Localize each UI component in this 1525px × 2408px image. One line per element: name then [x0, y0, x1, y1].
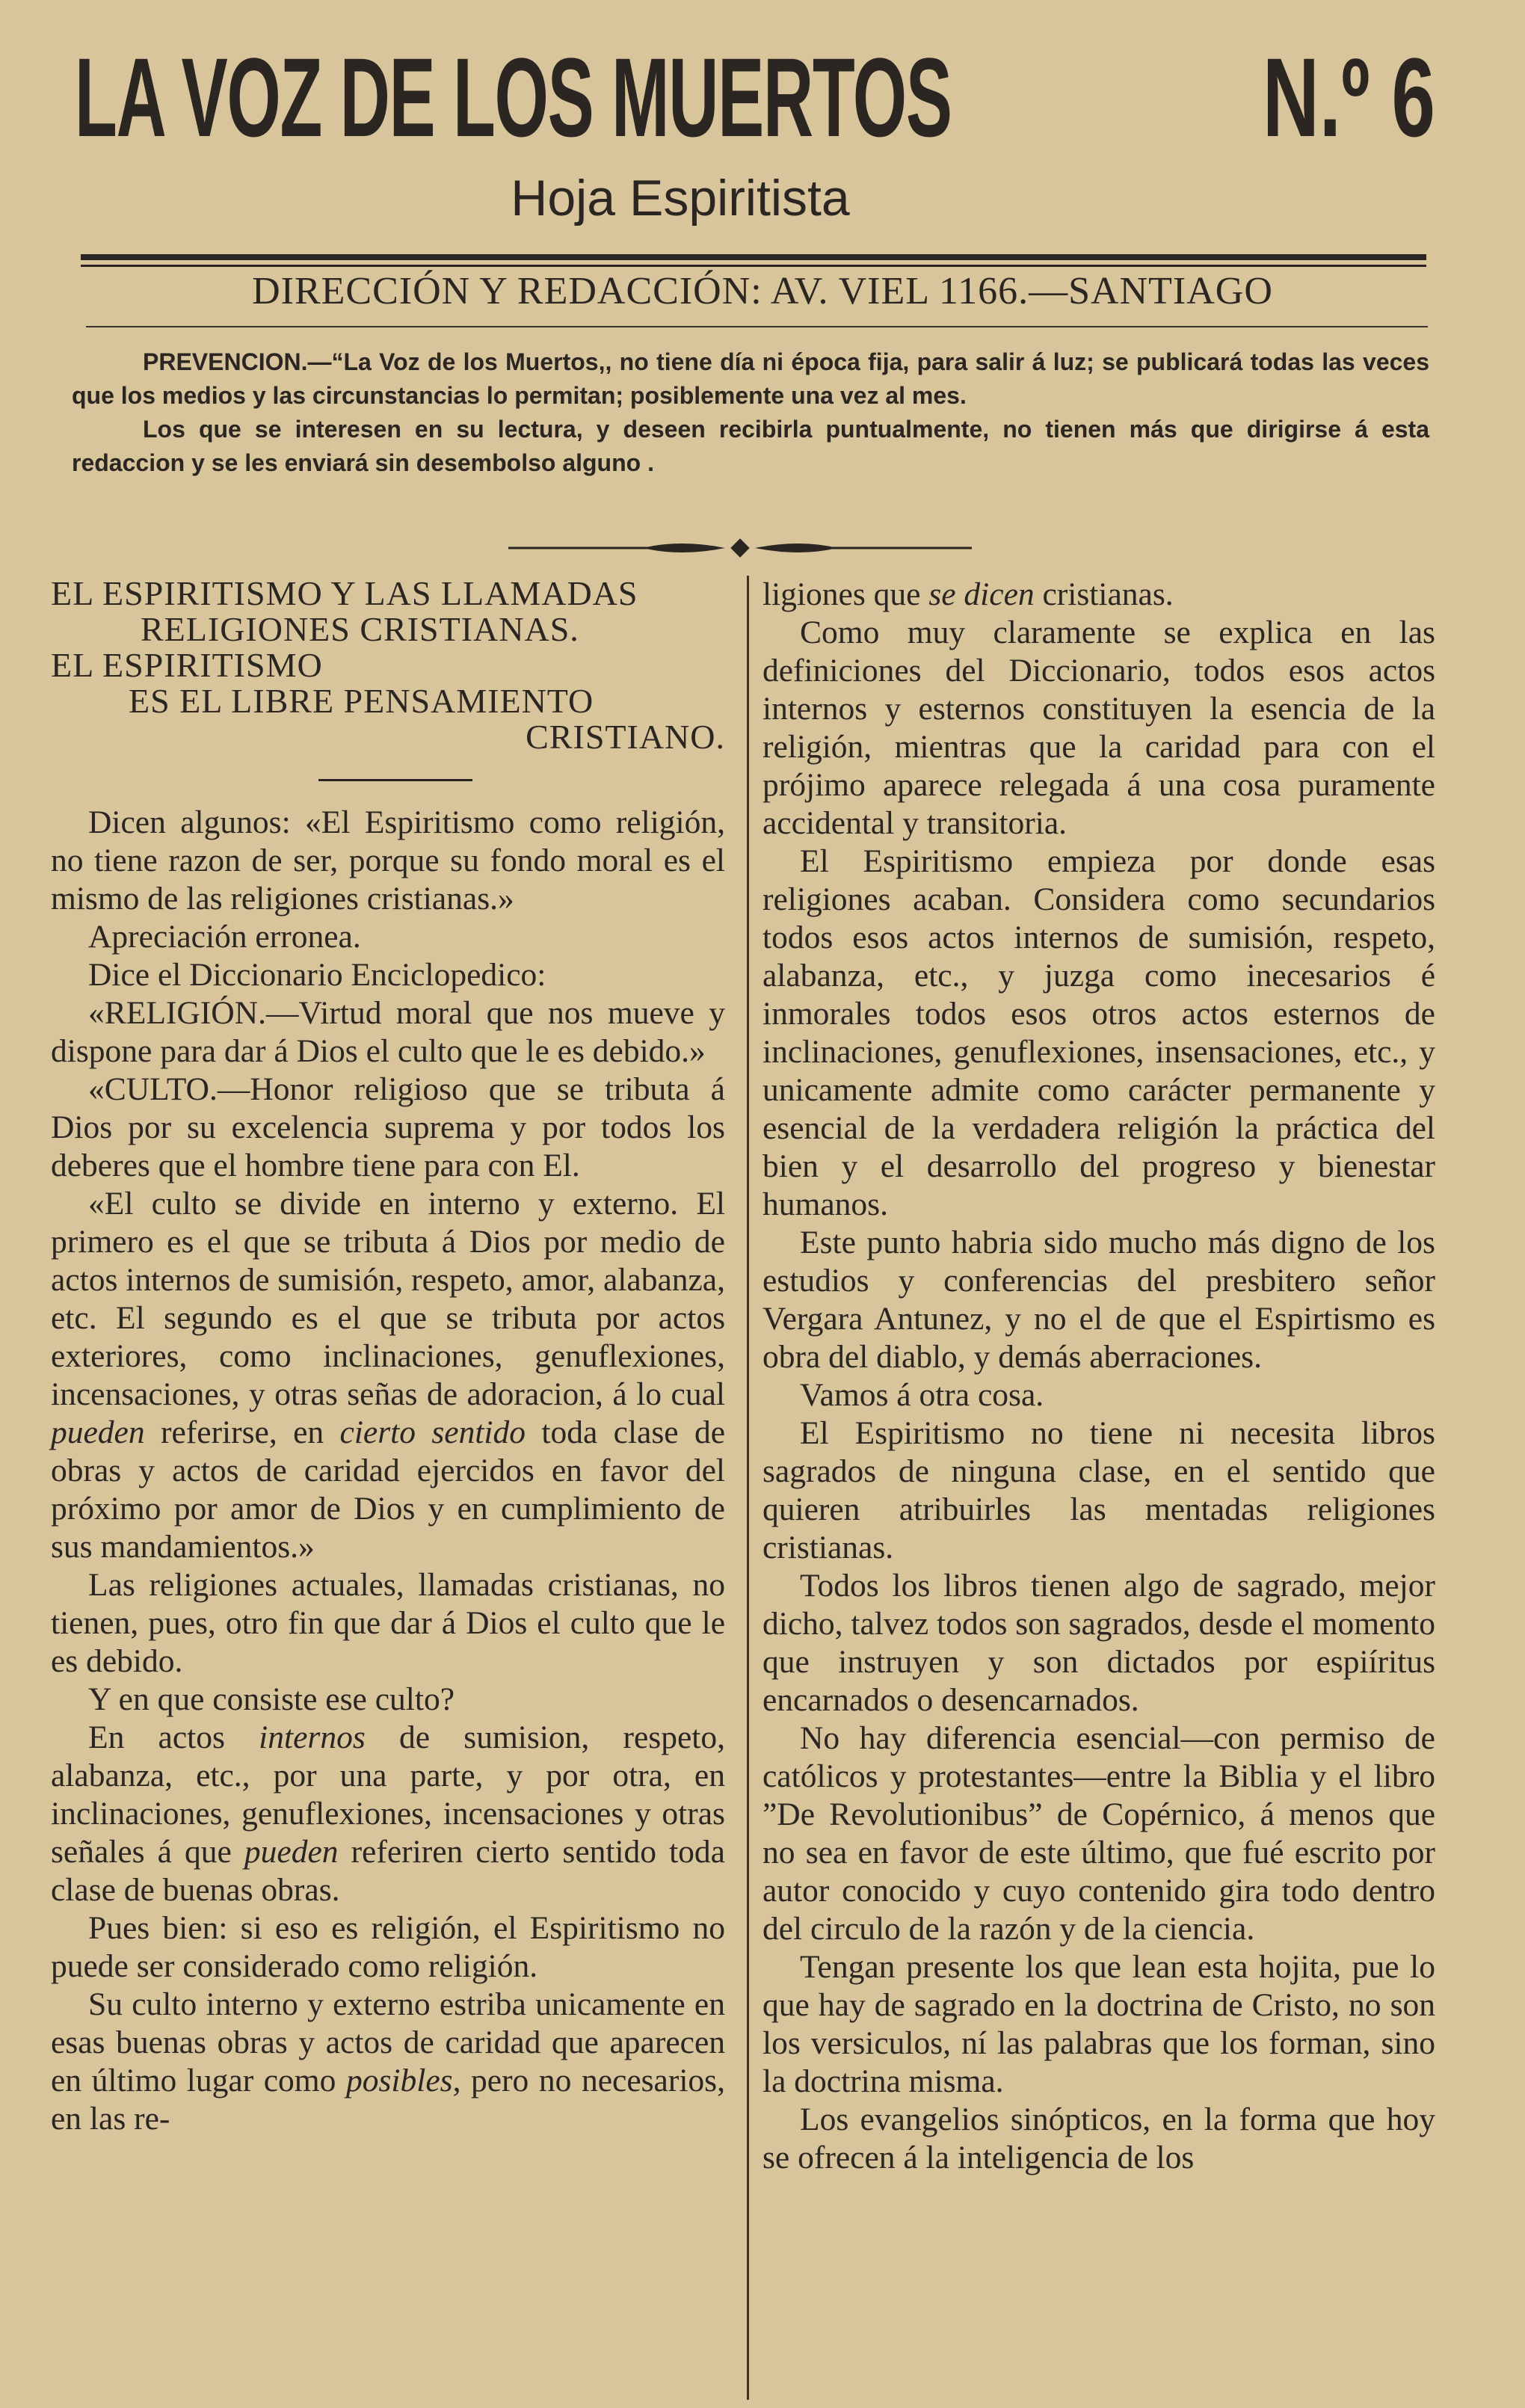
paragraph: El Espiritismo empieza por donde esas religiones acaban. Considera como secundarios todos esos actos internos de sumisión, respeto, alabanza, etc., y juzga como inecesarios é inmorales todos esos otros actos esternos de inclinaciones, genuflexiones, insensaciones, etc., y unicamente admite como carácter permanente y esencial de la verdadera religión la práctica del bien y el desarrollo del progreso y bienestar humanos.	[762, 843, 1435, 1222]
newspaper-title: LA VOZ DE LOS MUERTOS	[75, 34, 952, 160]
paragraph: Pues bien: si eso es religión, el Espiritismo no puede ser considerado como religión.	[51, 1910, 725, 1984]
article-heading	[51, 576, 725, 755]
quote-paragraph: «El culto se divide en interno y externo. El primero es el que se tributa á Dios por medio de actos internos de sumisión, respeto, amor, alabanza, etc. El segundo es el que se tributa por actos exteriores, como inclinaciones, genuflexiones, incensaciones, y otras señas de adoracion, á lo cual pueden referirse, en cierto sentido toda clase de obras y actos de caridad ejercidos en favor del próximo por amor de Dios y en cumplimiento de sus mandamientos.»	[51, 1186, 726, 1565]
heading-line: EL ESPIRITISMO Y LAS LLAMADAS	[51, 574, 638, 612]
issue-number: N.º 6	[1263, 34, 1435, 160]
heading-line: CRISTIANO.	[526, 718, 725, 756]
notice-label: PREVENCION.—	[143, 348, 332, 375]
article-column-right	[762, 576, 1435, 2177]
header-rule-thick	[81, 254, 1426, 260]
paragraph: Las religiones actuales, llamadas cristianas, no tienen, pues, otro fin que dar á Dios el culto que le es debido.	[51, 1567, 725, 1679]
paragraph: Tengan presente los que lean esta hojita, pue lo que hay de sagrado en la doctrina de Cristo, no son los versiculos, ní las palabras que los forman, sino la doctrina misma.	[762, 1949, 1435, 2099]
paragraph: Este punto habria sido mucho más digno de los estudios y conferencias del presbitero señor Vergara Antunez, y no el de que el Espirtismo es obra del diablo, y demás aberraciones.	[762, 1225, 1435, 1375]
paragraph: Y en que consiste ese culto?	[88, 1681, 455, 1717]
paragraph: Los evangelios sinópticos, en la forma que hoy se ofrecen á la inteligencia de los	[762, 2101, 1435, 2175]
paragraph: Todos los libros tienen algo de sagrado, mejor dicho, talvez todos son sagrados, desde el momento que instruyen y son dictados por espiíritus encarnados o desencarnados.	[762, 1568, 1436, 1718]
paragraph: En actos internos de sumision, respeto, alabanza, etc., por una parte, y por otra, en inclinaciones, genuflexiones, incensaciones y otras señales á que pueden referiren cierto sentido toda clase de buenas obras.	[51, 1719, 725, 1908]
heading-line: ES EL LIBRE PENSAMIENTO	[129, 682, 594, 720]
paragraph: Dicen algunos: «El Espiritismo como religión, no tiene razon de ser, porque su fondo moral es el mismo de las religiones cristianas.»	[51, 804, 725, 917]
paragraph: El Espiritismo no tiene ni necesita libros sagrados de ninguna clase, en el sentido que quieren atribuirles las mentadas religiones cristianas.	[762, 1415, 1435, 1565]
header-rule-thin	[81, 265, 1426, 267]
address-rule	[86, 326, 1428, 327]
column-divider	[747, 576, 749, 2400]
paragraph: Su culto interno y externo estriba unicamente en esas buenas obras y actos de caridad que aparecen en último lugar como posibles, pero no necesarios, en las re-	[51, 1986, 725, 2137]
paragraph: Vamos á otra cosa.	[800, 1377, 1044, 1413]
quote-paragraph: «CULTO.—Honor religioso que se tributa á Dios por su excelencia suprema y por todos los deberes que el hombre tiene para con El.	[51, 1071, 725, 1183]
notice-paragraph-1: PREVENCION.—“La Voz de los Muertos,, no tiene día ni época fija, para salir á luz; se publicará todas las veces que los medios y las circunstancias lo permitan; posiblemente una vez al mes.	[72, 348, 1429, 409]
paragraph: ligiones que se dicen cristianas.	[762, 576, 1174, 612]
newspaper-subtitle: Hoja Espiritista	[511, 170, 850, 227]
heading-rule	[318, 779, 472, 781]
article-column-left	[51, 576, 725, 2138]
notice-block	[72, 345, 1429, 480]
ornament-divider	[508, 537, 972, 559]
address-line: DIRECCIÓN Y REDACCIÓN: AV. VIEL 1166.—SANTIAGO	[252, 270, 1273, 312]
paragraph: Como muy claramente se explica en las definiciones del Diccionario, todos esos actos internos y esternos constituyen la esencia de la religión, mientras que la caridad para con el prójimo aparece relegada á una cosa puramente accidental y transitoria.	[762, 615, 1435, 841]
heading-line: EL ESPIRITISMO	[51, 646, 323, 684]
paragraph: Apreciación erronea.	[88, 919, 361, 955]
masthead	[75, 22, 1435, 164]
quote-paragraph: «RELIGIÓN.—Virtud moral que nos mueve y dispone para dar á Dios el culto que le es debido.»	[51, 995, 725, 1069]
paragraph: Dice el Diccionario Enciclopedico:	[88, 957, 546, 993]
heading-line: RELIGIONES CRISTIANAS.	[141, 610, 579, 648]
notice-paragraph-2: Los que se interesen en su lectura, y deseen recibirla puntualmente, no tienen más que dirigirse á esta redaccion y se les enviará sin desembolso alguno .	[72, 416, 1429, 476]
paragraph: No hay diferencia esencial—con permiso de católicos y protestantes—entre la Biblia y el libro ”De Revolutionibus” de Copérnico, á menos que no sea en favor de este último, que fué escrito por autor conocido y cuyo contenido gira todo dentro del circulo de la razón y de la ciencia.	[762, 1720, 1435, 1947]
